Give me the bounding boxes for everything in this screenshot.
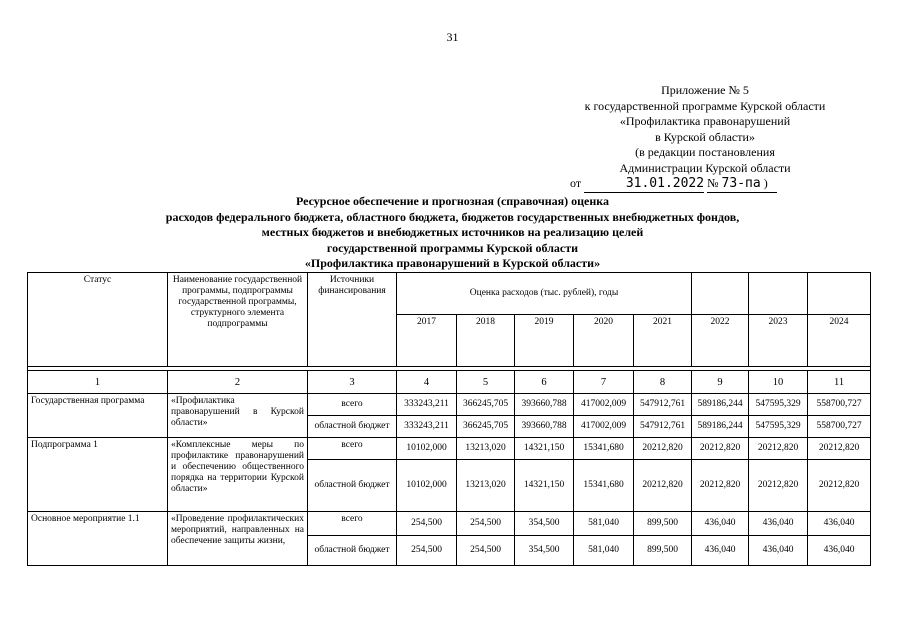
cell-value: 254,500 — [457, 512, 515, 536]
number-suffix: ) — [763, 176, 768, 190]
row-name: «Проведение профилактических мероприятий, направленных на обеспечение защиты жизни, — [168, 512, 308, 566]
cell-value: 13213,020 — [457, 460, 515, 512]
cell-value: 547912,761 — [634, 394, 692, 416]
table-row — [28, 512, 871, 536]
cell-value: 558700,727 — [808, 394, 871, 416]
header-sources: Источники финансирования — [308, 273, 397, 367]
cell-value: 15341,680 — [574, 438, 634, 460]
cell-value: 366245,705 — [457, 416, 515, 438]
cell-value: 20212,820 — [634, 438, 692, 460]
cell-value: 20212,820 — [749, 438, 808, 460]
cell-value: 333243,211 — [397, 416, 457, 438]
cell-value: 581,040 — [574, 536, 634, 566]
appendix-line: (в редакции постановления — [635, 145, 775, 159]
cell-value: 436,040 — [749, 536, 808, 566]
header-status: Статус — [28, 273, 168, 367]
header-year: 2023 — [749, 315, 808, 367]
header-year: 2022 — [692, 315, 749, 367]
column-number: 10 — [749, 371, 808, 394]
cell-value: 254,500 — [397, 536, 457, 566]
cell-value: 417002,009 — [574, 416, 634, 438]
cell-value: 333243,211 — [397, 394, 457, 416]
date-prefix: от — [570, 176, 582, 190]
cell-value: 899,500 — [634, 512, 692, 536]
cell-value: 547595,329 — [749, 394, 808, 416]
cell-value: 558700,727 — [808, 416, 871, 438]
appendix-line: Администрации Курской области — [619, 160, 791, 175]
cell-value: 254,500 — [457, 536, 515, 566]
cell-value: 393660,788 — [515, 416, 574, 438]
row-source: всего — [308, 438, 397, 460]
cell-value: 547912,761 — [634, 416, 692, 438]
column-number: 7 — [574, 371, 634, 394]
cell-value: 14321,150 — [515, 438, 574, 460]
cell-value: 10102,000 — [397, 460, 457, 512]
column-number: 11 — [808, 371, 871, 394]
header-name: Наименование государственной программы, подпрограммы государственной программы, структурного элемента подпрограммы — [168, 273, 308, 367]
column-number: 8 — [634, 371, 692, 394]
cell-value: 20212,820 — [692, 438, 749, 460]
row-status: Основное мероприятие 1.1 — [28, 512, 168, 566]
header-estimate: Оценка расходов (тыс. рублей), годы — [397, 273, 692, 315]
page-number: 31 — [446, 30, 459, 44]
document-title — [0, 194, 905, 272]
cell-value: 254,500 — [397, 512, 457, 536]
appendix-line: Приложение № 5 — [661, 83, 749, 97]
header-blank — [749, 273, 808, 315]
header-year: 2018 — [457, 315, 515, 367]
header-year: 2024 — [808, 315, 871, 367]
title-line: местных бюджетов и внебюджетных источников на реализацию целей — [261, 225, 644, 239]
cell-value: 13213,020 — [457, 438, 515, 460]
column-number: 1 — [28, 371, 168, 394]
header-year: 2021 — [634, 315, 692, 367]
column-number: 4 — [397, 371, 457, 394]
table-row — [28, 438, 871, 460]
header-blank — [692, 273, 749, 315]
cell-value: 366245,705 — [457, 394, 515, 416]
cell-value: 14321,150 — [515, 460, 574, 512]
cell-value: 899,500 — [634, 536, 692, 566]
title-line: «Профилактика правонарушений в Курской области» — [304, 256, 601, 270]
cell-value: 20212,820 — [808, 438, 871, 460]
row-source: всего — [308, 394, 397, 416]
cell-value: 20212,820 — [634, 460, 692, 512]
cell-value: 547595,329 — [749, 416, 808, 438]
cell-value: 417002,009 — [574, 394, 634, 416]
header-blank — [808, 273, 871, 315]
cell-value: 15341,680 — [574, 460, 634, 512]
cell-value: 436,040 — [808, 536, 871, 566]
title-line: государственной программы Курской области — [326, 240, 579, 255]
row-name: «Комплексные меры по профилактике правонарушений и обеспечению общественного порядка на территории Курской области» — [168, 438, 308, 512]
row-source: всего — [308, 512, 397, 536]
row-source: областной бюджет — [308, 416, 397, 438]
title-line: Ресурсное обеспечение и прогнозная (справочная) оценка — [295, 194, 610, 208]
column-number: 3 — [308, 371, 397, 394]
resolution-date: 31.01.2022 — [584, 176, 704, 193]
cell-value: 20212,820 — [692, 460, 749, 512]
row-source: областной бюджет — [308, 536, 397, 566]
resolution-date-line — [560, 176, 850, 193]
row-status: Государственная программа — [28, 394, 168, 438]
cell-value: 354,500 — [515, 512, 574, 536]
cell-value: 589186,244 — [692, 416, 749, 438]
appendix-line: «Профилактика правонарушений — [619, 114, 791, 128]
cell-value: 436,040 — [808, 512, 871, 536]
resources-table — [27, 272, 871, 566]
row-source: областной бюджет — [308, 460, 397, 512]
cell-value: 354,500 — [515, 536, 574, 566]
cell-value: 436,040 — [749, 512, 808, 536]
cell-value: 436,040 — [692, 536, 749, 566]
table-row — [28, 394, 871, 416]
column-number: 5 — [457, 371, 515, 394]
cell-value: 10102,000 — [397, 438, 457, 460]
resolution-number: 73-па — [721, 176, 761, 191]
cell-value: 589186,244 — [692, 394, 749, 416]
cell-value: 20212,820 — [749, 460, 808, 512]
header-year: 2017 — [397, 315, 457, 367]
row-name: «Профилактика правонарушений в Курской области» — [168, 394, 308, 438]
number-prefix: № — [707, 176, 719, 190]
header-year: 2020 — [574, 315, 634, 367]
appendix-line: в Курской области» — [655, 129, 755, 144]
title-line: расходов федерального бюджета, областного бюджета, бюджетов государственных внебюджетных фондов, — [165, 209, 740, 224]
appendix-line: к государственной программе Курской области — [584, 98, 826, 113]
cell-value: 393660,788 — [515, 394, 574, 416]
cell-value: 20212,820 — [808, 460, 871, 512]
column-number: 6 — [515, 371, 574, 394]
column-number: 9 — [692, 371, 749, 394]
column-number: 2 — [168, 371, 308, 394]
row-status: Подпрограмма 1 — [28, 438, 168, 512]
appendix-block — [560, 83, 850, 193]
cell-value: 581,040 — [574, 512, 634, 536]
header-year: 2019 — [515, 315, 574, 367]
cell-value: 436,040 — [692, 512, 749, 536]
